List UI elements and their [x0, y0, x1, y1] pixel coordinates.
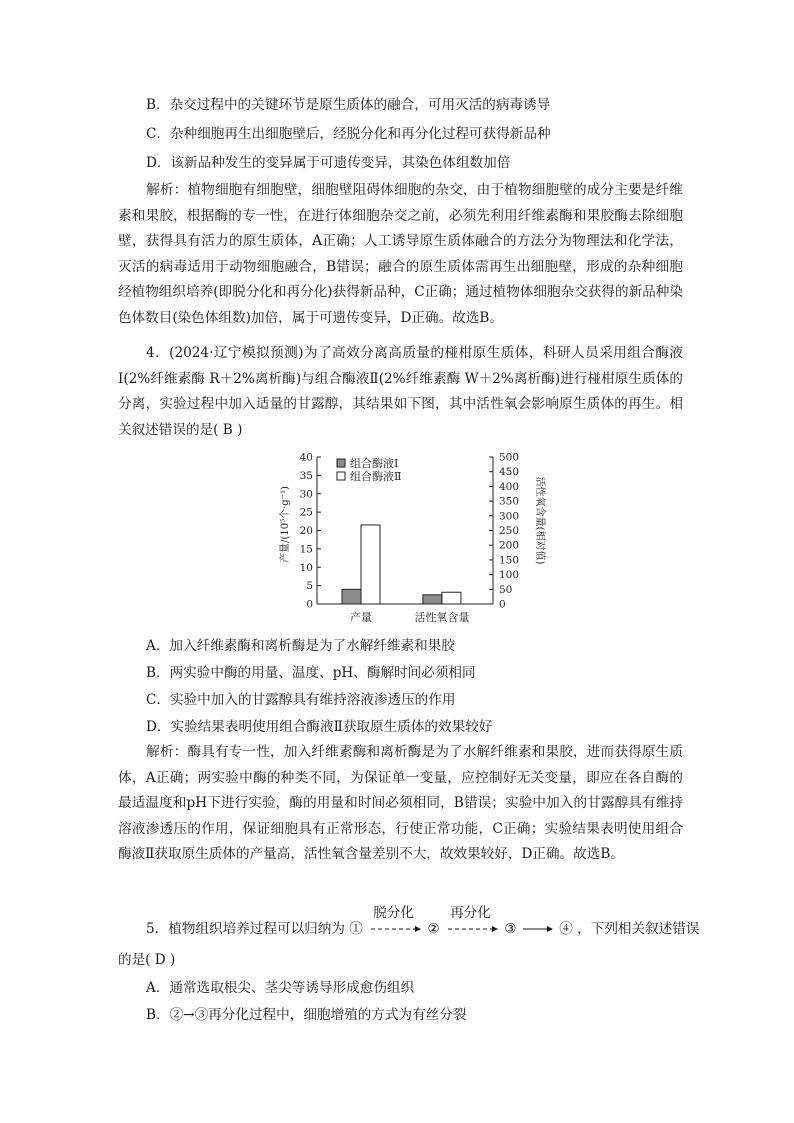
q5-arrow2-label: 再分化	[450, 905, 491, 921]
left-tick-label: 15	[299, 543, 313, 556]
q4-option-b: B．两实验中酶的用量、温度、pH、酶解时间必须相同	[146, 665, 476, 681]
bar-enzyme-1-ros	[423, 595, 442, 604]
right-tick-label: 450	[499, 466, 520, 479]
q4-option-d: D．实验结果表明使用组合酶液Ⅱ获取原生质体的效果较好	[146, 719, 493, 735]
q5-arrow-redifferentiation	[444, 905, 500, 940]
bar-enzyme-2-yield	[361, 525, 380, 604]
legend-label: 组合酶液Ⅰ	[350, 457, 399, 470]
left-axis-title: 产量/(10⁵个·g⁻¹)	[280, 486, 291, 563]
right-tick-label: 100	[499, 569, 520, 582]
bar-enzyme-1-yield	[342, 589, 361, 604]
right-tick-label: 400	[499, 480, 520, 493]
q4-stem-text: 4．(2024·辽宁模拟预测)为了高效分离高质量的椪柑原生质体，科研人员采用组合酶液Ⅰ(2%纤维素酶 R＋2%离析酶)与组合酶液Ⅱ(2%纤维素酶 W＋2%离析酶)进行椪柑原生质体的分离，实验过程中加入适量的甘露醇，其结果如下图，其中活性氧会影响原生质体的再生。相关叙述错误的是( B )	[118, 345, 683, 438]
legend-swatch	[337, 459, 345, 467]
left-tick-label: 0	[306, 598, 313, 611]
q4-option-a: A．加入纤维素酶和离析酶是为了水解纤维素和果胶	[146, 638, 455, 654]
q5-option-a: A．通常选取根尖、茎尖等诱导形成愈伤组织	[146, 980, 415, 996]
left-tick-label: 35	[299, 469, 313, 482]
right-tick-label: 250	[499, 525, 520, 537]
q4-stem	[118, 341, 683, 443]
q5-step3: ③	[504, 921, 517, 937]
right-tick-label: 500	[499, 451, 520, 464]
q5-prefix: 5．植物组织培养过程可以归纳为	[146, 921, 345, 937]
q5-step2: ②	[427, 921, 440, 937]
x-category-label: 产量	[350, 611, 372, 624]
yield-ros-bar-chart	[275, 448, 565, 630]
q4-option-c: C．实验中加入的甘露醇具有维持溶液渗透压的作用	[146, 692, 456, 708]
q3-analysis	[118, 178, 683, 332]
right-tick-label: 350	[499, 495, 520, 508]
left-tick-label: 40	[299, 451, 313, 464]
right-tick-label: 200	[499, 539, 520, 552]
q5-step1: ①	[349, 921, 363, 937]
q5-arrow-dedifferentiation	[367, 905, 423, 940]
q3-analysis-text: 解析：植物细胞有细胞壁，细胞壁阻碍体细胞的杂交，由于植物细胞壁的成分主要是纤维素和果胶，根据酶的专一性，在进行体细胞杂交之前，必须先利用纤维素酶和果胶酶去除细胞壁，获得具有活力的原生质体，A正确；人工诱导原生质体融合的方法分为物理法和化学法，灭活的病毒适用于动物细胞融合，B错误；融合的原生质体需再生出细胞壁，形成的杂种细胞经植物组织培养(即脱分化和再分化)获得新品种，C正确；通过植物体细胞杂交获得的新品种染色体数目(染色体组数)加倍，属于可遗传变异，D正确。故选B。	[118, 182, 683, 326]
q5-stem-end: 的是( D )	[118, 952, 176, 968]
left-tick-label: 10	[299, 561, 313, 574]
q4-analysis	[118, 740, 683, 868]
legend-swatch	[337, 472, 345, 480]
q5-arrow1-label: 脱分化	[373, 905, 414, 921]
q5-stem-line	[146, 905, 700, 944]
left-tick-label: 30	[299, 488, 313, 501]
q5-option-b: B．②→③再分化过程中，细胞增殖的方式为有丝分裂	[146, 1007, 467, 1023]
q5-step4: ④	[559, 921, 573, 937]
right-axis-title: 活性氧含量(相对值)	[534, 476, 545, 565]
left-tick-label: 20	[299, 525, 313, 537]
legend-label: 组合酶液Ⅱ	[350, 470, 402, 483]
q5-arrow-development	[521, 910, 555, 940]
q4-analysis-text: 解析：酶具有专一性，加入纤维素酶和离析酶是为了水解纤维素和果胶，进而获得原生质体，A正确；两实验中酶的种类不同，为保证单一变量，应控制好无关变量，即应在各自酶的最适温度和pH下进行实验，酶的用量和时间必须相同，B错误；实验中加入的甘露醇具有维持溶液渗透压的作用，保证细胞具有正常形态，行使正常功能，C正确；实验结果表明使用组合酶液Ⅱ获取原生质体的产量高，活性氧含量差别不大，故效果较好，D正确。故选B。	[118, 744, 683, 863]
q3-option-c: C．杂种细胞再生出细胞壁后，经脱分化和再分化过程可获得新品种	[146, 126, 551, 142]
left-tick-label: 5	[306, 580, 313, 593]
left-tick-label: 25	[299, 506, 313, 519]
q3-option-b: B．杂交过程中的关键环节是原生质体的融合，可用灭活的病毒诱导	[146, 97, 551, 113]
right-tick-label: 0	[499, 598, 506, 611]
right-tick-label: 300	[499, 510, 520, 523]
q5-suffix: ，下列相关叙述错误	[577, 921, 700, 937]
x-category-label: 活性氧含量	[414, 611, 470, 624]
q3-option-d: D．该新品种发生的变异属于可遗传变异，其染色体组数加倍	[146, 155, 511, 171]
right-tick-label: 150	[499, 554, 520, 567]
bar-enzyme-2-ros	[442, 592, 461, 604]
right-tick-label: 50	[499, 583, 513, 596]
